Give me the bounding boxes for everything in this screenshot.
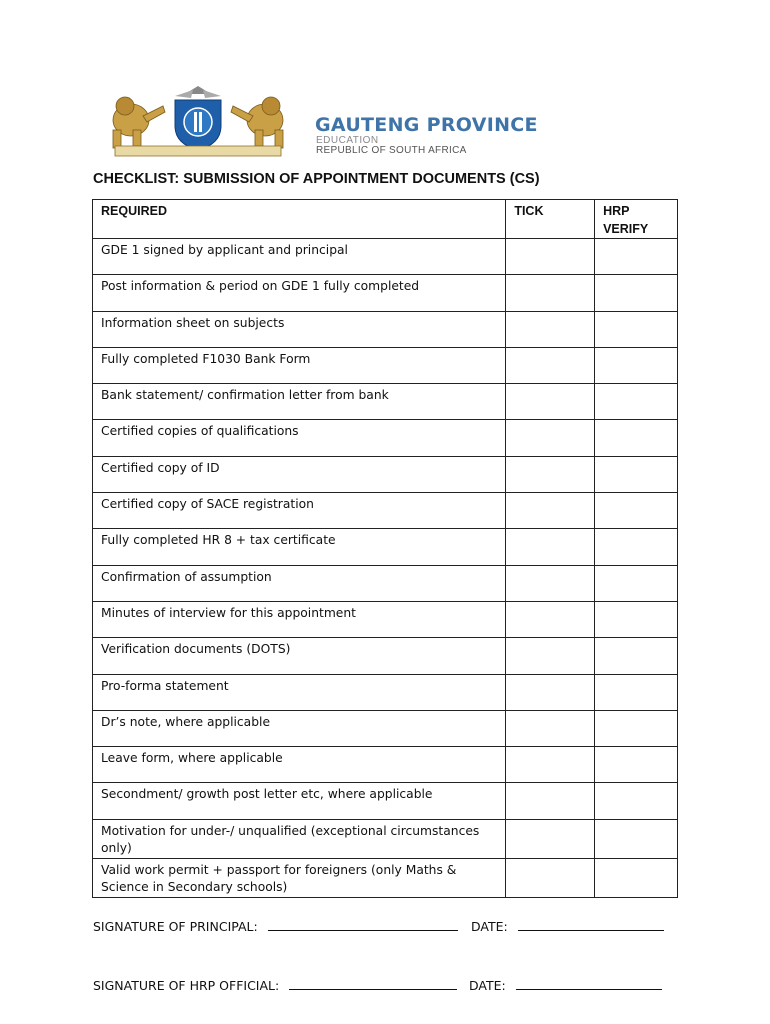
table-row [93, 456, 678, 492]
hrp-verify-cell[interactable] [595, 565, 678, 601]
required-item-label: Confirmation of assumption [93, 565, 506, 601]
hrp-verify-cell[interactable] [595, 819, 678, 858]
hrp-verify-cell[interactable] [595, 420, 678, 456]
table-row [93, 529, 678, 565]
page-title: CHECKLIST: SUBMISSION OF APPOINTMENT DOCUMENTS (CS) [93, 171, 540, 187]
tick-cell[interactable] [506, 783, 595, 819]
required-item-label: Certified copies of qualifications [93, 420, 506, 456]
table-row [93, 601, 678, 637]
hrp-verify-cell[interactable] [595, 747, 678, 783]
tick-cell[interactable] [506, 638, 595, 674]
required-item-label: Certified copy of SACE registration [93, 493, 506, 529]
column-header-required: REQUIRED [93, 200, 506, 239]
tick-cell[interactable] [506, 311, 595, 347]
hrp-verify-cell[interactable] [595, 493, 678, 529]
required-item-label: Motivation for under-/ unqualified (exceptional circumstances only) [93, 819, 506, 858]
tick-cell[interactable] [506, 819, 595, 858]
tick-cell[interactable] [506, 347, 595, 383]
coat-of-arms-logo [93, 86, 305, 158]
required-item-label: Fully completed HR 8 + tax certificate [93, 529, 506, 565]
required-item-label: Post information & period on GDE 1 fully completed [93, 275, 506, 311]
table-row [93, 347, 678, 383]
hrp-verify-cell[interactable] [595, 456, 678, 492]
table-row [93, 420, 678, 456]
hrp-verify-cell[interactable] [595, 239, 678, 275]
required-item-label: Bank statement/ confirmation letter from bank [93, 384, 506, 420]
required-item-label: Valid work permit + passport for foreigners (only Maths & Science in Secondary schools) [93, 858, 506, 897]
hrp-verify-cell[interactable] [595, 529, 678, 565]
hrp-verify-cell[interactable] [595, 601, 678, 637]
required-item-label: Information sheet on subjects [93, 311, 506, 347]
hrp-date-label: DATE: [469, 978, 506, 993]
table-row [93, 710, 678, 746]
hrp-date-line [469, 977, 662, 993]
table-row [93, 565, 678, 601]
principal-signature-label: SIGNATURE OF PRINCIPAL: [93, 919, 258, 934]
table-row [93, 275, 678, 311]
principal-date-field[interactable] [518, 918, 664, 931]
tick-cell[interactable] [506, 239, 595, 275]
tick-cell[interactable] [506, 456, 595, 492]
hrp-verify-cell[interactable] [595, 347, 678, 383]
hrp-signature-line [93, 977, 457, 993]
tick-cell[interactable] [506, 858, 595, 897]
table-row [93, 858, 678, 897]
tick-cell[interactable] [506, 529, 595, 565]
required-item-label: Verification documents (DOTS) [93, 638, 506, 674]
required-item-label: Minutes of interview for this appointment [93, 601, 506, 637]
required-item-label: Fully completed F1030 Bank Form [93, 347, 506, 383]
hrp-verify-cell[interactable] [595, 710, 678, 746]
hrp-verify-cell[interactable] [595, 858, 678, 897]
table-row [93, 384, 678, 420]
hrp-verify-cell[interactable] [595, 674, 678, 710]
table-row [93, 747, 678, 783]
tick-cell[interactable] [506, 747, 595, 783]
table-row [93, 819, 678, 858]
column-header-tick: TICK [506, 200, 595, 239]
required-item-label: Secondment/ growth post letter etc, where applicable [93, 783, 506, 819]
hrp-signature-field[interactable] [289, 977, 457, 990]
tick-cell[interactable] [506, 493, 595, 529]
hrp-signature-label: SIGNATURE OF HRP OFFICIAL: [93, 978, 280, 993]
principal-signature-field[interactable] [268, 918, 458, 931]
column-header-hrp-verify: HRP VERIFY [595, 200, 678, 239]
tick-cell[interactable] [506, 674, 595, 710]
province-name: GAUTENG PROVINCE [315, 114, 538, 136]
hrp-verify-cell[interactable] [595, 311, 678, 347]
hrp-date-field[interactable] [516, 977, 662, 990]
tick-cell[interactable] [506, 384, 595, 420]
required-item-label: GDE 1 signed by applicant and principal [93, 239, 506, 275]
tick-cell[interactable] [506, 601, 595, 637]
principal-date-label: DATE: [471, 919, 508, 934]
table-row [93, 638, 678, 674]
hrp-verify-cell[interactable] [595, 384, 678, 420]
checklist-table [92, 199, 678, 898]
required-item-label: Certified copy of ID [93, 456, 506, 492]
required-item-label: Pro-forma statement [93, 674, 506, 710]
department-name: EDUCATION [316, 135, 379, 146]
tick-cell[interactable] [506, 420, 595, 456]
hrp-verify-cell[interactable] [595, 638, 678, 674]
principal-date-line [471, 918, 664, 934]
hrp-verify-cell[interactable] [595, 275, 678, 311]
table-row [93, 493, 678, 529]
table-row [93, 239, 678, 275]
hrp-verify-cell[interactable] [595, 783, 678, 819]
table-row [93, 674, 678, 710]
principal-signature-line [93, 918, 458, 934]
tick-cell[interactable] [506, 710, 595, 746]
tick-cell[interactable] [506, 275, 595, 311]
table-header-row [93, 200, 678, 239]
required-item-label: Dr’s note, where applicable [93, 710, 506, 746]
header [93, 86, 633, 158]
table-row [93, 311, 678, 347]
tick-cell[interactable] [506, 565, 595, 601]
required-item-label: Leave form, where applicable [93, 747, 506, 783]
table-row [93, 783, 678, 819]
country-name: REPUBLIC OF SOUTH AFRICA [316, 145, 467, 156]
